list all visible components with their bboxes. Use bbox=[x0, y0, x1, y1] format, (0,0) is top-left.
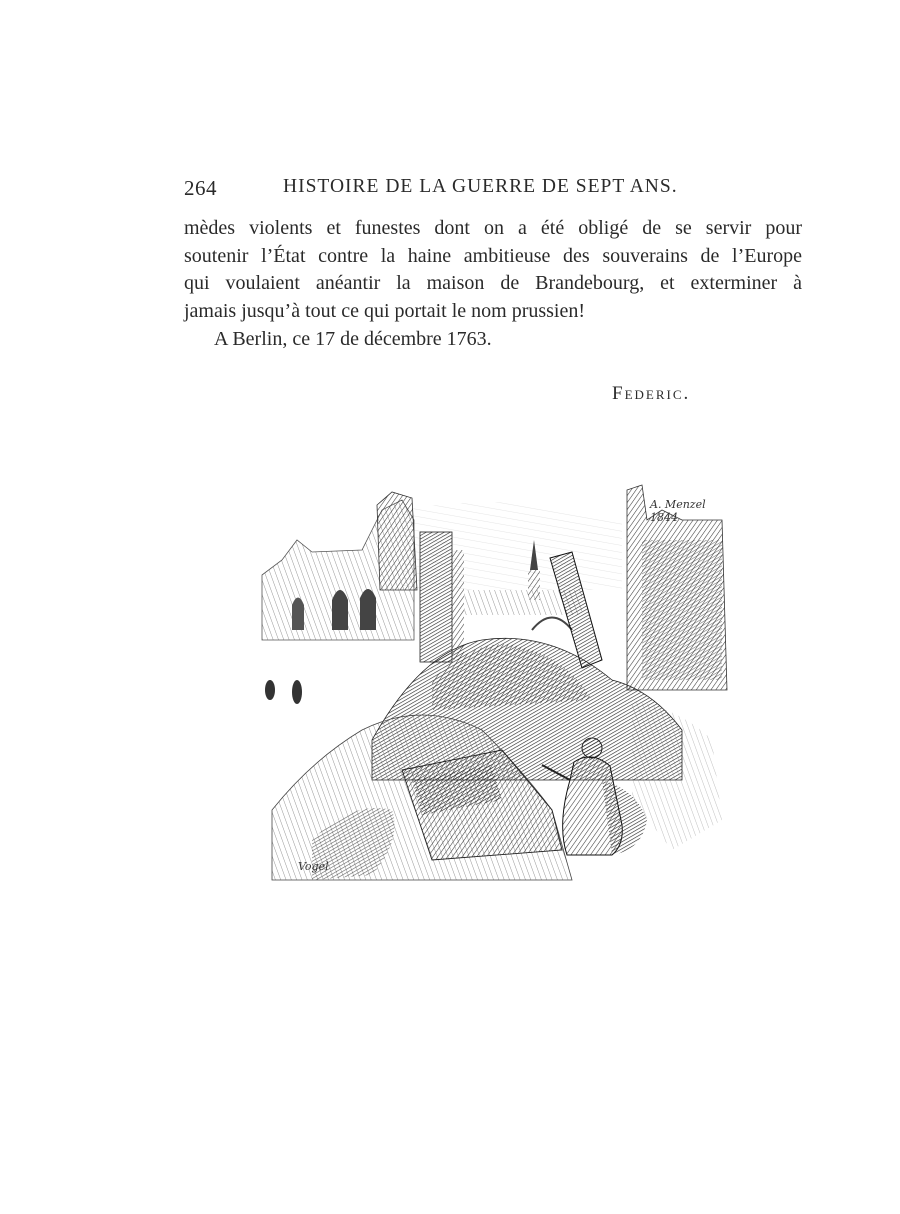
text-line: qui voulaient anéantir la maison de Brandebourg, et exterminer à bbox=[184, 272, 802, 294]
body-text bbox=[184, 215, 802, 325]
signature: Federic. bbox=[612, 383, 691, 404]
engraving-ruined-town-icon bbox=[252, 480, 736, 882]
text-line: mèdes violents et funestes dont on a été obligé de se servir pour bbox=[184, 217, 802, 239]
text-line: soutenir l’État contre la haine ambitieuse des souverains de l’Europe bbox=[184, 244, 802, 267]
dateline: A Berlin, ce 17 de décembre 1763. bbox=[214, 328, 492, 350]
running-head-title: HISTOIRE DE LA GUERRE DE SEPT ANS. bbox=[283, 176, 678, 197]
text-line: jamais jusqu’à tout ce qui portait le nom prussien! bbox=[184, 299, 586, 322]
engraving-illustration bbox=[252, 480, 736, 882]
engraver-signature: Vogel bbox=[298, 860, 329, 873]
artist-signature: A. Menzel 1844 bbox=[650, 498, 706, 524]
page-number: 264 bbox=[184, 176, 217, 200]
running-head bbox=[184, 176, 700, 210]
